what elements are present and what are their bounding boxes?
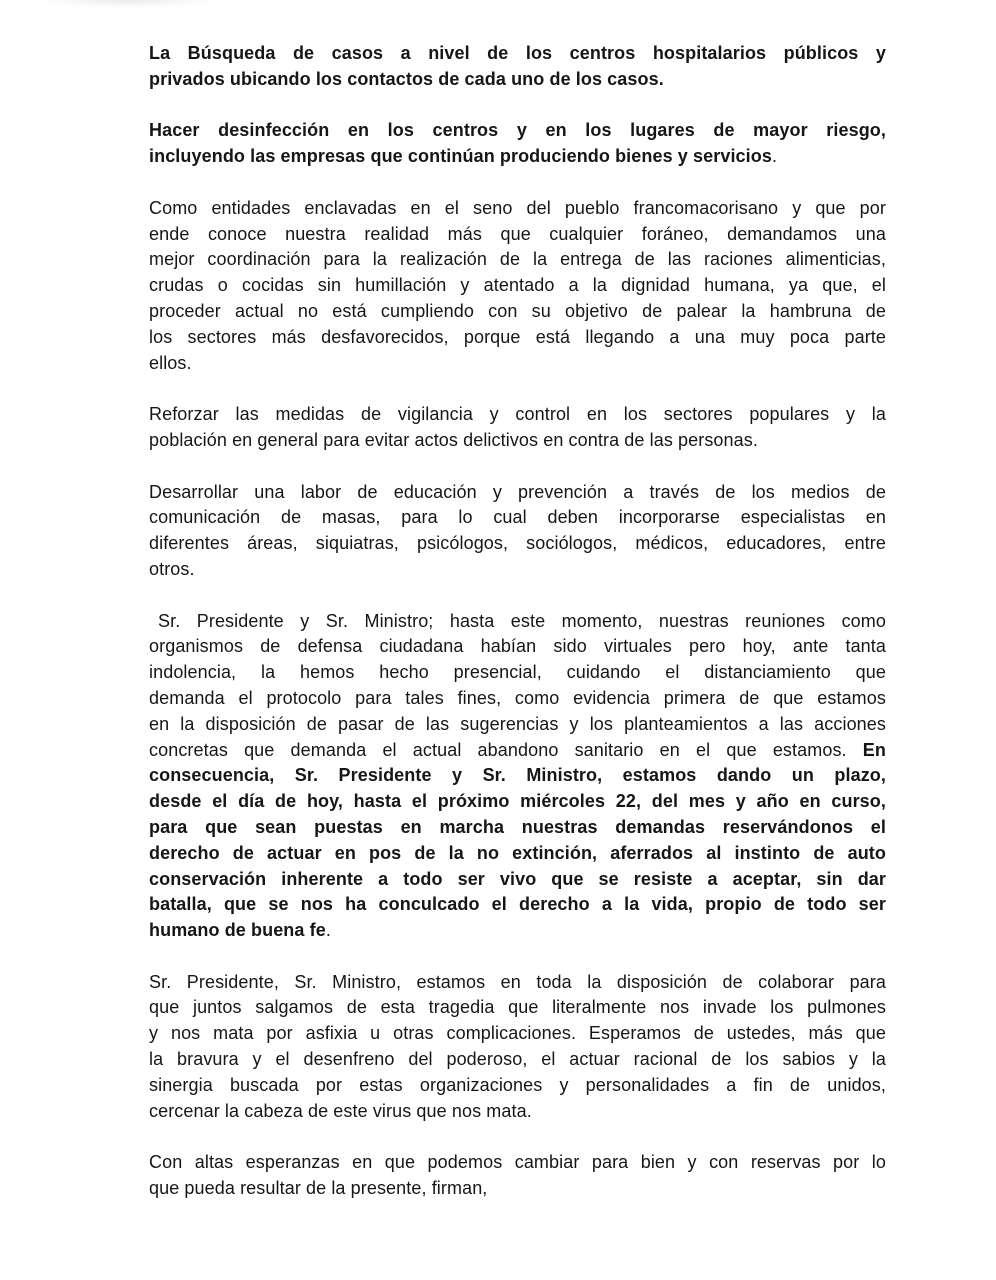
text-segment: proceder actual no está cumpliendo con su objetivo de palear la hambruna de (149, 300, 886, 321)
paragraph-labor-educacion (149, 480, 886, 583)
text-line (149, 634, 886, 660)
bold-text-segment: Hacer desinfección en los centros y en los lugares de mayor riesgo, (149, 120, 886, 141)
text-line (149, 867, 886, 893)
bold-text-segment: conservación inherente a todo ser vivo que se resiste a aceptar, sin dar (149, 868, 886, 889)
text-segment: otros. (149, 558, 195, 579)
text-segment: demanda el protocolo para tales fines, como evidencia primera de que estamos (149, 687, 886, 708)
text-line (149, 531, 886, 557)
text-line (149, 273, 886, 299)
text-segment: que juntos salgamos de esta tragedia que literalmente nos invade los pulmones (149, 997, 886, 1018)
text-segment: que pueda resultar de la presente, firman, (149, 1178, 488, 1199)
paragraph-entidades-enclavadas (149, 196, 886, 377)
text-line (149, 505, 886, 531)
text-segment: crudas o cocidas sin humillación y atentado a la dignidad humana, ya que, el (149, 275, 886, 296)
text-segment: . (325, 920, 331, 941)
text-segment: Desarrollar una labor de educación y prevención a través de los medios de (149, 481, 886, 502)
text-line (149, 815, 886, 841)
text-segment: Reforzar las medidas de vigilancia y control en los sectores populares y la (149, 404, 886, 425)
text-line (149, 118, 886, 144)
text-line (149, 402, 886, 428)
text-line (149, 841, 886, 867)
text-line (149, 480, 886, 506)
text-line (149, 299, 886, 325)
text-segment: diferentes áreas, siquiatras, psicólogos, sociólogos, médicos, educadores, entre (149, 533, 886, 554)
text-line (149, 609, 886, 635)
text-segment: indolencia, la hemos hecho presencial, cuidando el distanciamiento que (149, 662, 886, 683)
text-segment: . (771, 146, 778, 167)
text-line (149, 995, 886, 1021)
text-line (149, 1150, 886, 1176)
text-segment: y nos mata por asfixia u otras complicaciones. Esperamos de ustedes, más que (149, 1023, 886, 1044)
text-segment: ellos. (149, 352, 192, 373)
text-line (149, 1073, 886, 1099)
text-line (149, 1099, 886, 1125)
bold-text-segment: batalla, que se nos ha conculcado el derecho a la vida, propio de todo ser (149, 894, 886, 915)
text-line (149, 1047, 886, 1073)
text-line (149, 660, 886, 686)
bold-text-segment: humano de buena fe (149, 920, 326, 941)
text-segment: Como entidades enclavadas en el seno del pueblo francomacorisano y que por (149, 197, 886, 218)
text-line (149, 918, 886, 944)
text-segment: ende conoce nuestra realidad más que cualquier foráneo, demandamos una (149, 223, 886, 244)
text-line (149, 325, 886, 351)
text-line (149, 144, 886, 170)
text-line (149, 428, 886, 454)
bold-text-segment: para que sean puestas en marcha nuestras demandas reservándonos el (149, 816, 886, 837)
text-segment: cercenar la cabeza de este virus que nos mata. (149, 1100, 532, 1121)
text-segment: organismos de defensa ciudadana habían sido virtuales pero hoy, ante tanta (149, 636, 886, 657)
text-line (149, 1176, 886, 1202)
text-line (149, 763, 886, 789)
text-segment: en la disposición de pasar de las sugerencias y los planteamientos a las acciones (149, 713, 886, 734)
text-segment: Sr. Presidente y Sr. Ministro; hasta este momento, nuestras reuniones como (158, 610, 886, 631)
text-line (149, 196, 886, 222)
paragraph-disposicion-colaborar (149, 970, 886, 1125)
text-line (149, 247, 886, 273)
text-line (149, 351, 886, 377)
text-segment: comunicación de masas, para lo cual deben incorporarse especialistas en (149, 507, 886, 528)
text-line (149, 686, 886, 712)
bold-text-segment: privados ubicando los contactos de cada uno de los casos. (149, 68, 664, 89)
text-line (149, 712, 886, 738)
text-line (149, 789, 886, 815)
paragraph-reforzar-vigilancia (149, 402, 886, 454)
bold-text-segment: En (862, 739, 886, 760)
text-line (149, 41, 886, 67)
bold-text-segment: incluyendo las empresas que continúan produciendo bienes y servicios (149, 146, 772, 167)
document-body (149, 41, 886, 1228)
paragraph-desinfeccion (149, 118, 886, 170)
text-line (149, 557, 886, 583)
text-segment: la bravura y el desenfreno del poderoso, el actuar racional de los sabios y la (149, 1049, 886, 1070)
text-line (149, 970, 886, 996)
bold-text-segment: consecuencia, Sr. Presidente y Sr. Ministro, estamos dando un plazo, (149, 765, 886, 786)
bold-text-segment: La Búsqueda de casos a nivel de los centros hospitalarios públicos y (149, 43, 886, 63)
scan-smudge-artifact (42, 0, 214, 6)
paragraph-busqueda-casos (149, 41, 886, 93)
text-line (149, 892, 886, 918)
paragraph-altas-esperanzas (149, 1150, 886, 1202)
paragraph-presidente-ministro-plazo (149, 609, 886, 944)
text-line (149, 1021, 886, 1047)
bold-text-segment: desde el día de hoy, hasta el próximo miércoles 22, del mes y año en curso, (149, 791, 886, 812)
text-line (149, 222, 886, 248)
text-line (149, 738, 886, 764)
text-segment: los sectores más desfavorecidos, porque está llegando a una muy poca parte (149, 326, 886, 347)
text-segment: Sr. Presidente, Sr. Ministro, estamos en toda la disposición de colaborar para (149, 971, 886, 992)
text-line (149, 67, 886, 93)
bold-text-segment: derecho de actuar en pos de la no extinción, aferrados al instinto de auto (149, 842, 886, 863)
text-segment: concretas que demanda el actual abandono sanitario en el que estamos. (149, 739, 863, 760)
text-segment: mejor coordinación para la realización de la entrega de las raciones alimenticias, (149, 249, 886, 270)
text-segment: población en general para evitar actos delictivos en contra de las personas. (149, 429, 758, 450)
text-segment: sinergia buscada por estas organizaciones y personalidades a fin de unidos, (149, 1074, 886, 1095)
text-segment: Con altas esperanzas en que podemos cambiar para bien y con reservas por lo (149, 1152, 886, 1173)
